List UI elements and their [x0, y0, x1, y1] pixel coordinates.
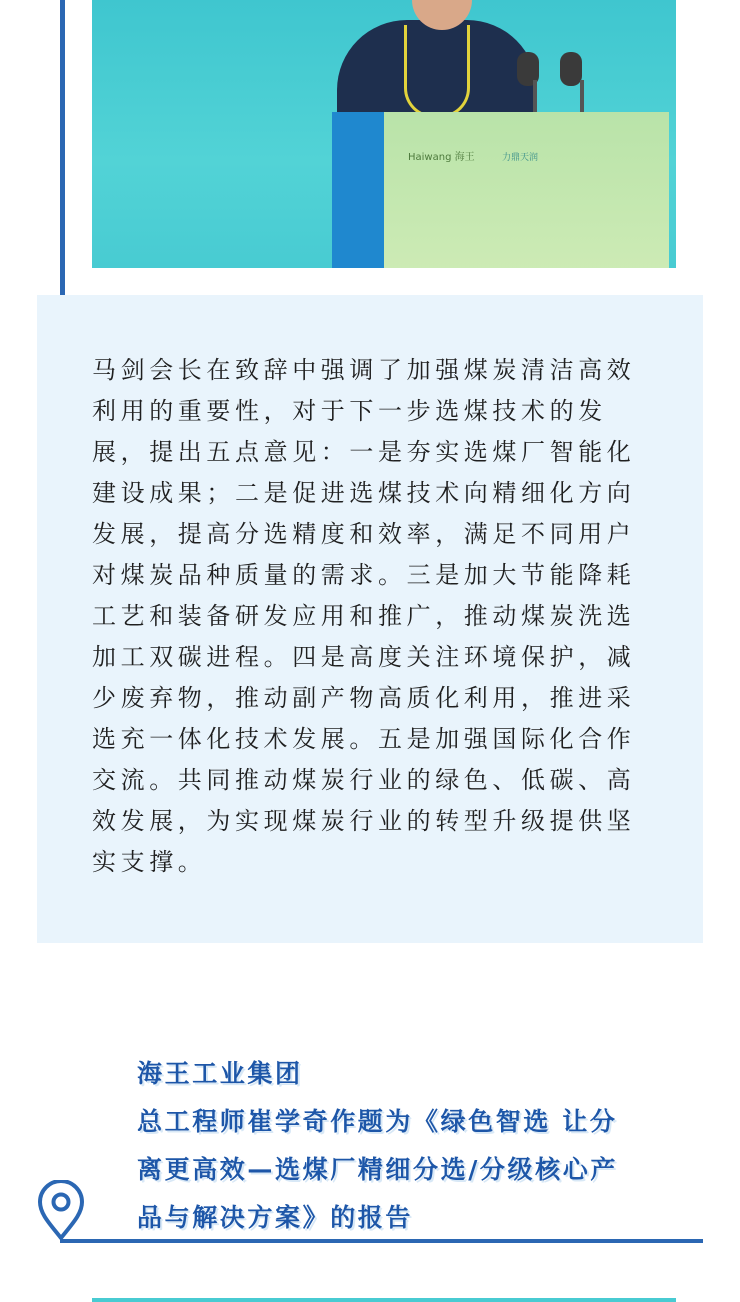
quote-line: 加工双碳进程。四是高度关注环境保护，减 — [92, 643, 636, 671]
quote-line: 建设成果；二是促进选煤技术向精细化方向 — [92, 479, 636, 507]
heading-line-company: 海王工业集团 — [137, 1059, 303, 1088]
location-pin-icon — [36, 1180, 86, 1242]
quote-paragraph — [92, 350, 668, 883]
quote-line: 效发展，为实现煤炭行业的转型升级提供坚 — [92, 807, 636, 835]
next-photo-edge — [92, 1298, 676, 1302]
quote-line: 工艺和装备研发应用和推广，推动煤炭洗选 — [92, 602, 636, 630]
quote-line: 实支撑。 — [92, 848, 207, 876]
quote-line: 利用的重要性，对于下一步选煤技术的发 — [92, 397, 607, 425]
speaker-photo — [92, 0, 676, 268]
heading-line: 离更高效—选煤厂精细分选/分级核心产 — [137, 1155, 618, 1184]
quote-line: 选充一体化技术发展。五是加强国际化合作 — [92, 725, 636, 753]
podium-logo: Haiwang 海王 — [408, 152, 475, 163]
heading-line: 品与解决方案》的报告 — [137, 1203, 414, 1232]
quote-line: 交流。共同推动煤炭行业的绿色、低碳、高 — [92, 766, 636, 794]
section-underline — [60, 1239, 703, 1243]
lanyard — [404, 25, 470, 118]
podium — [384, 112, 669, 268]
quote-line: 对煤炭品种质量的需求。三是加大节能降耗 — [92, 561, 636, 589]
quote-line: 展，提出五点意见：一是夯实选煤厂智能化 — [92, 438, 636, 466]
quote-line: 少废弃物，推动副产物高质化利用，推进采 — [92, 684, 636, 712]
heading-line: 总工程师崔学奇作题为《绿色智选 让分 — [137, 1107, 618, 1136]
microphone-icon — [560, 52, 582, 86]
podium-side — [332, 112, 386, 268]
quote-line: 马剑会长在致辞中强调了加强煤炭清洁高效 — [92, 356, 636, 384]
podium-logo-secondary: 力鼎天润 — [502, 153, 539, 163]
quote-line: 发展，提高分选精度和效率，满足不同用户 — [92, 520, 636, 548]
section-heading — [137, 1050, 707, 1242]
